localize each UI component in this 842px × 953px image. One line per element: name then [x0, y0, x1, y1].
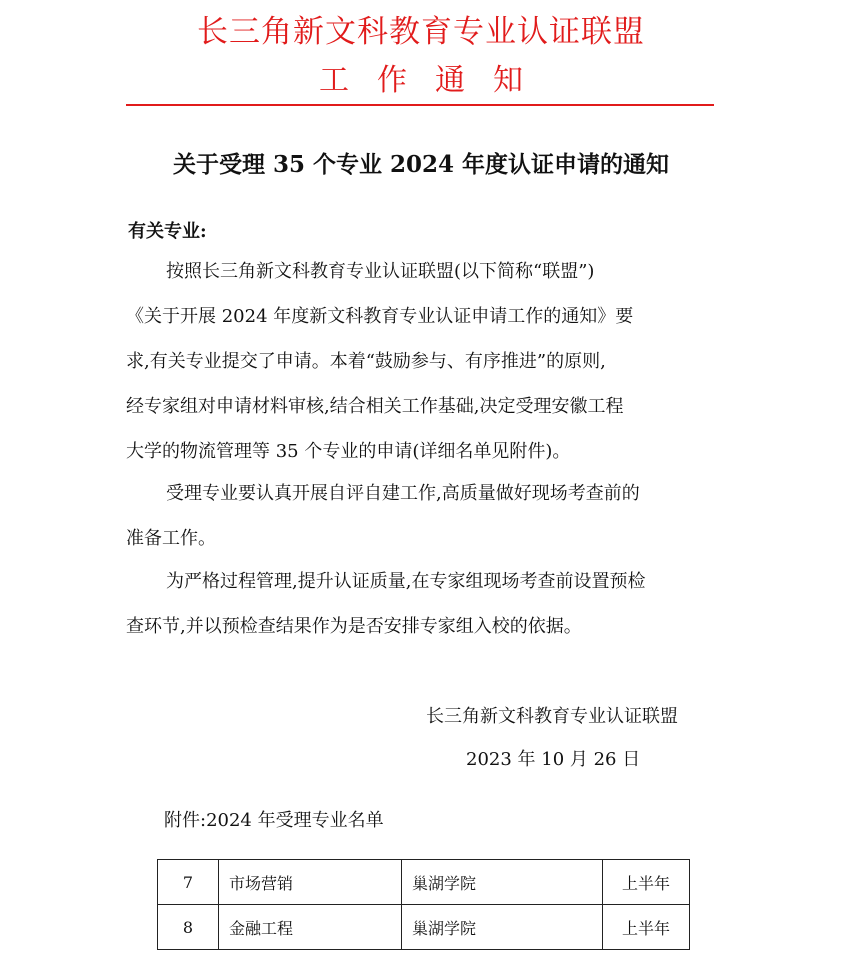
paragraph-line: 经专家组对申请材料审核,结合相关工作基础,决定受理安徽工程	[126, 396, 624, 417]
table-row	[158, 905, 690, 950]
paragraph-2	[126, 471, 716, 561]
paragraph-line: 《关于开展 2024 年度新文科教育专业认证申请工作的通知》要	[126, 306, 634, 327]
paragraph-line: 大学的物流管理等 35 个专业的申请(详细名单见附件)。	[126, 441, 571, 462]
school-name: 巢湖学院	[402, 905, 603, 950]
row-number: 7	[158, 860, 219, 905]
paragraph-line: 为严格过程管理,提升认证质量,在专家组现场考查前设置预检	[166, 571, 646, 592]
paragraph-line: 准备工作。	[126, 528, 216, 549]
major-name: 金融工程	[219, 905, 402, 950]
paragraph-line: 按照长三角新文科教育专业认证联盟(以下简称“联盟”)	[166, 261, 595, 282]
document-title: 关于受理 35 个专业 2024 年度认证申请的通知	[172, 151, 670, 178]
notice-header: 工作通知	[319, 63, 551, 98]
paragraph-line: 查环节,并以预检查结果作为是否安排专家组入校的依据。	[126, 616, 582, 637]
paragraph-3	[126, 559, 716, 649]
period: 上半年	[603, 860, 690, 905]
paragraph-1	[126, 249, 716, 474]
org-header: 长三角新文科教育专业认证联盟	[197, 14, 645, 50]
row-number: 8	[158, 905, 219, 950]
addressee: 有关专业:	[128, 221, 207, 242]
period: 上半年	[603, 905, 690, 950]
paragraph-line: 求,有关专业提交了申请。本着“鼓励参与、有序推进”的原则,	[126, 351, 606, 372]
paragraph-line: 受理专业要认真开展自评自建工作,高质量做好现场考查前的	[166, 483, 640, 504]
table-row	[158, 860, 690, 905]
school-name: 巢湖学院	[402, 860, 603, 905]
red-divider	[126, 104, 714, 106]
signature-date: 2023 年 10 月 26 日	[466, 749, 641, 770]
signature-org: 长三角新文科教育专业认证联盟	[426, 706, 678, 727]
majors-table	[157, 859, 690, 950]
attachment-label: 附件:2024 年受理专业名单	[164, 810, 384, 831]
major-name: 市场营销	[219, 860, 402, 905]
